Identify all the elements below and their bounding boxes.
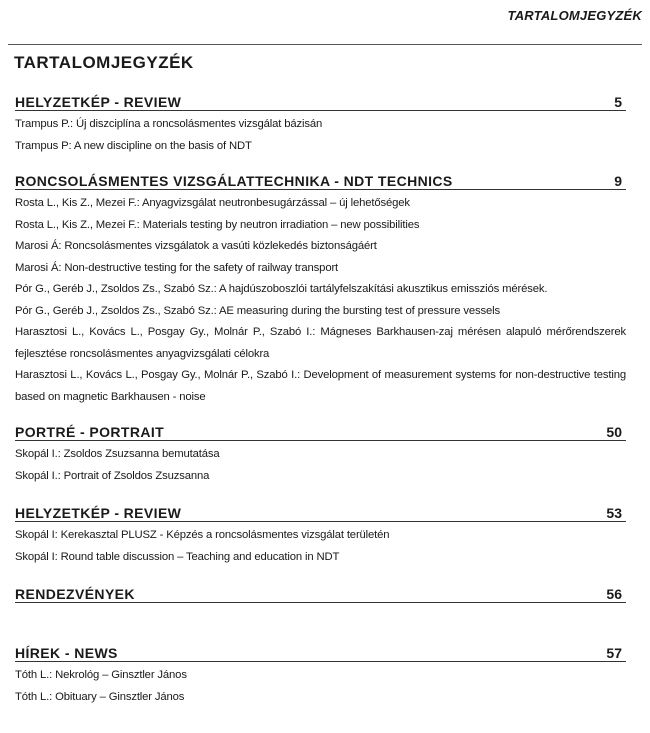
section-title: RENDEZVÉNYEK <box>15 586 135 602</box>
section-header <box>15 92 626 111</box>
toc-entry: Rosta L., Kis Z., Mezei F.: Materials testing by neutron irradiation – new possibilities <box>15 218 420 231</box>
running-header-title: TARTALOMJEGYZÉK <box>507 8 642 23</box>
toc-entry: Harasztosi L., Kovács L., Posgay Gy., Molnár P., Szabó I.: Development of measurement systems for non-destructive testing based on magnetic Barkhausen - noise <box>15 369 626 403</box>
toc-entry: Trampus P.: Új diszciplína a roncsolásmentes vizsgálat bázisán <box>15 118 323 130</box>
header-divider <box>8 44 642 45</box>
toc-entry: Tóth L.: Obituary – Ginsztler János <box>15 690 185 703</box>
section-page-number: 9 <box>614 173 622 189</box>
toc-entry: Harasztosi L., Kovács L., Posgay Gy., Molnár P., Szabó I.: Mágneses Barkhausen-zaj mérésen alapuló mérőrendszerek fejlesztése roncsolásmentes anyagvizsgálati célokra <box>15 326 626 360</box>
section-title: RONCSOLÁSMENTES VIZSGÁLATTECHNIKA - NDT TECHNICS <box>15 173 453 189</box>
section-header <box>15 584 626 603</box>
section-page-number: 50 <box>606 424 622 440</box>
toc-entry: Trampus P: A new discipline on the basis of NDT <box>15 139 252 152</box>
section-title: PORTRÉ - PORTRAIT <box>15 424 165 440</box>
section-page-number: 56 <box>606 586 622 602</box>
page-title: TARTALOMJEGYZÉK <box>14 53 194 72</box>
toc-section-portrait <box>15 422 626 487</box>
section-header <box>15 422 626 441</box>
toc-entry: Marosi Á: Roncsolásmentes vizsgálatok a vasúti közlekedés biztonságáért <box>15 240 377 252</box>
toc-entry: Marosi Á: Non-destructive testing for the safety of railway transport <box>15 261 339 274</box>
toc-section-review-2 <box>15 503 626 568</box>
section-title: HELYZETKÉP - REVIEW <box>15 94 182 110</box>
section-header <box>15 643 626 662</box>
toc-entry: Skopál I: Round table discussion – Teaching and education in NDT <box>15 550 340 563</box>
toc-entry: Rosta L., Kis Z., Mezei F.: Anyagvizsgálat neutronbesugárzással – új lehetőségek <box>15 197 410 209</box>
toc-entry: Tóth L.: Nekrológ – Ginsztler János <box>15 669 187 681</box>
section-header <box>15 171 626 190</box>
toc-entry: Pór G., Geréb J., Zsoldos Zs., Szabó Sz.: A hajdúszoboszlói tartályfelszakítási akusztikus emissziós mérések. <box>15 283 548 295</box>
section-page-number: 53 <box>606 505 622 521</box>
toc-entry: Skopál I.: Zsoldos Zsuzsanna bemutatása <box>15 448 220 460</box>
section-title: HÍREK - NEWS <box>15 645 118 661</box>
toc-entry: Skopál I: Kerekasztal PLUSZ - Képzés a roncsolásmentes vizsgálat területén <box>15 529 390 541</box>
toc-list <box>15 92 626 708</box>
section-header <box>15 503 626 522</box>
section-page-number: 5 <box>614 94 622 110</box>
section-page-number: 57 <box>606 645 622 661</box>
toc-section-events <box>15 584 626 603</box>
toc-section-review-1 <box>15 92 626 157</box>
toc-entry: Pór G., Geréb J., Zsoldos Zs., Szabó Sz.: AE measuring during the bursting test of pressure vessels <box>15 304 500 317</box>
section-title: HELYZETKÉP - REVIEW <box>15 505 182 521</box>
toc-entry: Skopál I.: Portrait of Zsoldos Zsuzsanna <box>15 469 210 482</box>
toc-section-news <box>15 643 626 708</box>
toc-section-ndt-technics <box>15 171 626 408</box>
